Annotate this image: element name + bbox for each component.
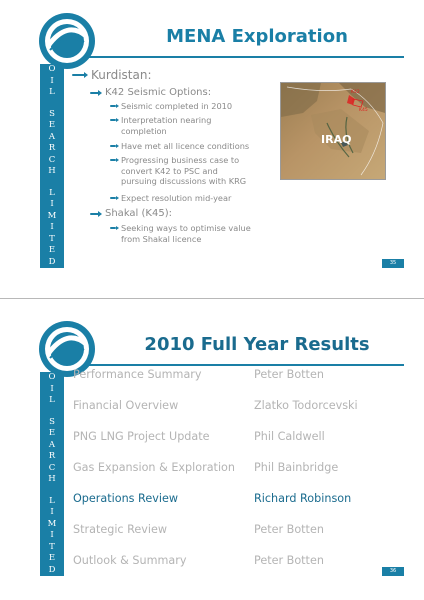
agenda-row: [73, 368, 404, 384]
bullet-text-line: Have met all licence conditions: [121, 141, 250, 151]
arrow-bullet-icon: [110, 104, 119, 108]
sidebar-letter: L: [49, 395, 55, 405]
bullet-text-line: pursuing discussions with KRG: [121, 176, 247, 186]
sidebar-letter: E: [48, 245, 56, 255]
arrow-bullet-icon: [90, 90, 102, 95]
arrow-bullet-icon: [110, 196, 119, 200]
arrow-bullet-icon: [110, 144, 119, 148]
bullet-text-line: Seeking ways to optimise value: [121, 223, 251, 233]
bullet-shakal: [90, 208, 172, 219]
sidebar-letter: M: [47, 210, 57, 221]
company-sidebar: [40, 64, 64, 268]
sidebar-letter: E: [48, 553, 56, 563]
sidebar-letter: I: [50, 75, 54, 86]
agenda-topic: Performance Summary: [73, 368, 202, 381]
agenda-presenter: Zlatko Todorcevski: [254, 399, 358, 412]
shakal-sub-bullet: [110, 223, 251, 244]
k42-sub-bullet: [110, 101, 232, 112]
arrow-bullet-icon: [72, 72, 88, 78]
agenda-topic: Strategic Review: [73, 523, 168, 536]
agenda-row: [73, 492, 404, 508]
arrow-bullet-icon: [110, 226, 119, 230]
title-divider: [86, 364, 404, 366]
map-country-label: IRAQ: [321, 133, 352, 146]
k42-sub-bullet: [110, 155, 246, 187]
sidebar-letter: M: [47, 518, 57, 529]
company-sidebar: [40, 372, 64, 576]
bullet-text-line: Progressing business case to: [121, 155, 240, 165]
bullet-text-line: convert K42 to PSC and: [121, 165, 218, 176]
arrow-bullet-icon: [110, 118, 119, 122]
agenda-presenter: Phil Bainbridge: [254, 461, 339, 474]
iraq-satellite-map: [280, 82, 386, 180]
agenda-row: [73, 430, 404, 446]
sidebar-letter: D: [48, 564, 56, 575]
agenda-topic: Operations Review: [73, 492, 178, 505]
bullet-text-line: from Shakal licence: [121, 233, 202, 244]
slide-mena-exploration: [40, 10, 404, 268]
bullet-label: Shakal (K45):: [105, 208, 172, 219]
sidebar-letter: I: [50, 507, 54, 517]
sidebar-letter: H: [48, 166, 56, 176]
sidebar-letter: R: [48, 451, 56, 461]
agenda-presenter: Phil Caldwell: [254, 430, 325, 443]
k42-sub-bullet: [110, 193, 231, 204]
slide-full-year-results: [40, 318, 404, 576]
sidebar-letter: E: [48, 120, 56, 130]
sidebar-letter: H: [48, 474, 56, 484]
agenda-presenter: Peter Botten: [254, 554, 324, 567]
slide-title: 2010 Full Year Results: [144, 334, 370, 355]
sidebar-letter: C: [48, 154, 56, 165]
agenda-row: [73, 554, 404, 570]
sidebar-letter: L: [49, 87, 55, 97]
agenda-topic: PNG LNG Project Update: [73, 430, 210, 443]
title-divider: [86, 56, 404, 58]
agenda-row: [73, 461, 404, 477]
sidebar-letter: L: [49, 495, 55, 506]
agenda-row: [73, 523, 404, 539]
sidebar-letter: D: [48, 256, 56, 267]
sidebar-letter: L: [49, 187, 55, 198]
sidebar-letter: R: [48, 143, 56, 153]
k42-sub-bullet: [110, 141, 249, 152]
bullet-text-line: Expect resolution mid-year: [121, 193, 232, 203]
map-marker-k45: K45: [359, 108, 368, 113]
bullet-text-line: completion: [121, 125, 167, 136]
page-number: 36: [382, 567, 404, 576]
sidebar-letter: T: [49, 233, 55, 244]
sidebar-letter: S: [49, 416, 55, 427]
agenda-presenter: Richard Robinson: [254, 492, 352, 505]
bullet-text-line: Interpretation nearing: [121, 115, 212, 125]
agenda-presenter: Peter Botten: [254, 523, 324, 536]
k42-sub-bullet: [110, 115, 211, 136]
agenda-topic: Gas Expansion & Exploration: [73, 461, 235, 474]
map-marker-k42: K42: [351, 90, 360, 95]
bullet-label: K42 Seismic Options:: [105, 87, 212, 98]
sidebar-letter: I: [50, 199, 54, 209]
agenda-topic: Financial Overview: [73, 399, 179, 412]
arrow-bullet-icon: [90, 211, 102, 216]
bullet-k42: [90, 87, 211, 98]
agenda-presenter: Peter Botten: [254, 368, 324, 381]
sidebar-letter: A: [48, 131, 56, 142]
page-number: 35: [382, 259, 404, 268]
sidebar-letter: C: [48, 462, 56, 473]
sidebar-letter: I: [50, 222, 54, 232]
agenda-topic: Outlook & Summary: [73, 554, 187, 567]
agenda-row: [73, 399, 404, 415]
sidebar-letter: I: [50, 530, 54, 540]
sidebar-letter: T: [49, 541, 55, 552]
slide-title: MENA Exploration: [166, 26, 348, 47]
bullet-kurdistan: [72, 68, 152, 82]
bullet-text-line: Seismic completed in 2010: [121, 101, 233, 111]
slide-separator: [0, 298, 424, 299]
bullet-label: Kurdistan:: [91, 68, 152, 82]
sidebar-letter: O: [48, 372, 56, 382]
oil-search-logo-icon: [36, 10, 98, 72]
sidebar-letter: S: [49, 108, 55, 119]
arrow-bullet-icon: [110, 158, 119, 162]
sidebar-letter: E: [48, 428, 56, 438]
sidebar-letter: A: [48, 439, 56, 450]
sidebar-letter: O: [48, 64, 56, 74]
sidebar-letter: I: [50, 383, 54, 394]
